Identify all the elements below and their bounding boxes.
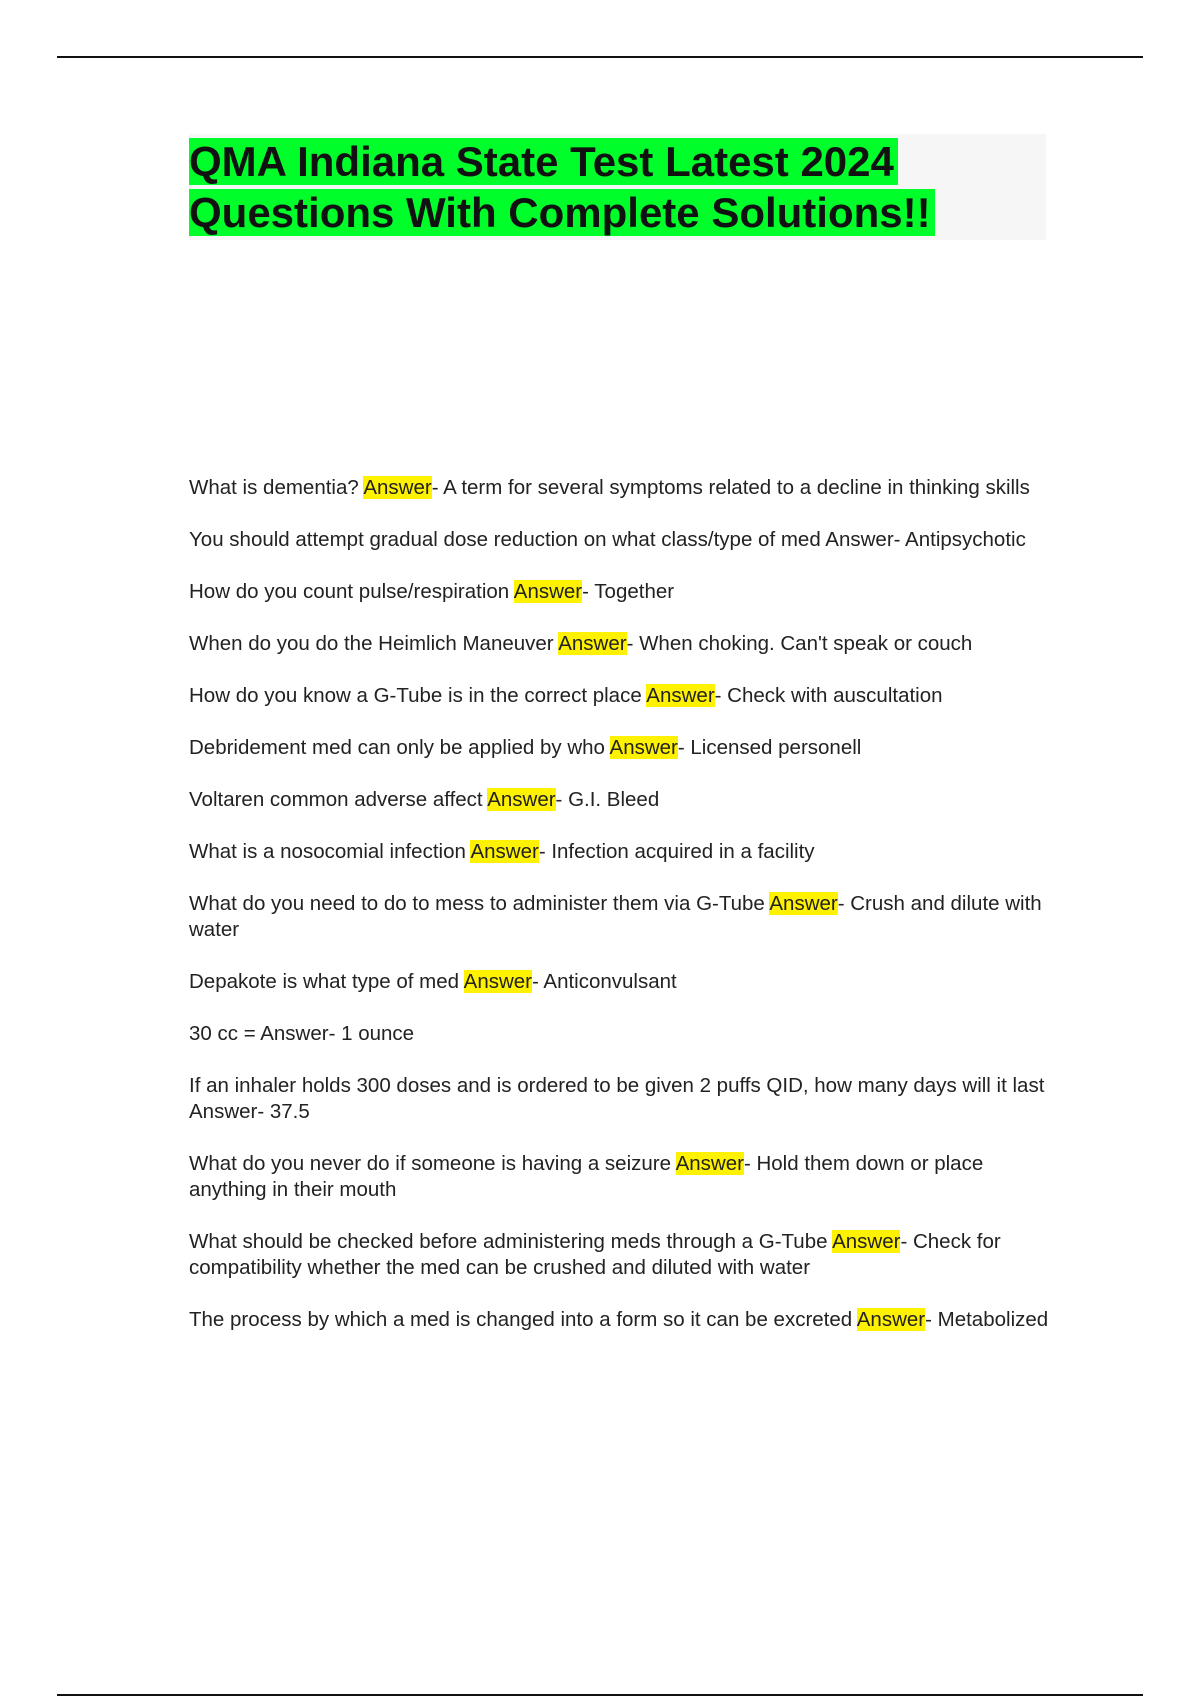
qa-item	[189, 735, 1049, 761]
answer-text: - Metabolized	[925, 1308, 1049, 1331]
answer-text: - Licensed personell	[677, 736, 862, 759]
qa-item	[189, 969, 1049, 995]
answer-label: Answer	[675, 1152, 744, 1175]
answer-text: - Together	[582, 580, 675, 603]
question-text: How do you know a G-Tube is in the correct place	[189, 684, 647, 707]
qa-item	[189, 787, 1049, 813]
question-text: What is a nosocomial infection	[189, 840, 471, 863]
answer-label: Answer	[609, 736, 678, 759]
question-text: How do you count pulse/respiration	[189, 580, 514, 603]
qa-item	[189, 579, 1049, 605]
qa-item	[189, 891, 1049, 943]
title-line-2: Questions With Complete Solutions!!	[189, 187, 935, 238]
answer-label: Answer	[260, 1022, 329, 1045]
answer-text: - 37.5	[257, 1100, 310, 1123]
answer-text: - Anticonvulsant	[532, 970, 677, 993]
answer-label: Answer	[769, 892, 838, 915]
answer-text: - Crush and dilute with water	[189, 892, 1042, 941]
answer-label: Answer	[189, 1100, 258, 1123]
answer-text: - Hold them down or place anything in their mouth	[189, 1152, 984, 1201]
qa-item	[189, 1229, 1049, 1281]
answer-label: Answer	[856, 1308, 926, 1331]
answer-text: - Antipsychotic	[893, 528, 1026, 551]
qa-item	[189, 839, 1049, 865]
question-text: What do you never do if someone is having a seizure	[189, 1152, 676, 1175]
qa-item	[189, 1021, 1049, 1047]
answer-text: - When choking. Can't speak or couch	[626, 632, 973, 655]
answer-text: - 1 ounce	[328, 1022, 415, 1045]
question-text: Voltaren common adverse affect	[189, 788, 488, 811]
question-text: The process by which a med is changed into a form so it can be excreted	[189, 1308, 857, 1331]
answer-text: - Check with auscultation	[714, 684, 943, 707]
bottom-rule	[57, 1694, 1143, 1696]
answer-label: Answer	[646, 684, 715, 707]
answer-label: Answer	[832, 1230, 901, 1253]
qa-item	[189, 683, 1049, 709]
qa-item	[189, 1073, 1049, 1125]
question-text: What do you need to do to mess to administer them via G-Tube	[189, 892, 770, 915]
answer-label: Answer	[470, 840, 539, 863]
document-title	[189, 136, 935, 238]
question-text: When do you do the Heimlich Maneuver	[189, 632, 559, 655]
qa-item	[189, 475, 1049, 501]
answer-label: Answer	[487, 788, 556, 811]
qa-item	[189, 631, 1049, 657]
question-text: What is dementia?	[189, 476, 364, 499]
question-text: What should be checked before administering meds through a G-Tube	[189, 1230, 833, 1253]
question-text: Depakote is what type of med	[189, 970, 464, 993]
question-text: If an inhaler holds 300 doses and is ordered to be given 2 puffs QID, how many days will it last	[189, 1074, 1045, 1097]
qa-item	[189, 1151, 1049, 1203]
qa-list	[189, 475, 1049, 1359]
answer-text: - Check for compatibility whether the med can be crushed and diluted with water	[189, 1230, 1001, 1279]
answer-label: Answer	[825, 528, 894, 551]
qa-item	[189, 1307, 1049, 1333]
answer-text: - Infection acquired in a facility	[538, 840, 815, 863]
answer-label: Answer	[558, 632, 627, 655]
question-text: Debridement med can only be applied by who	[189, 736, 610, 759]
answer-text: - A term for several symptoms related to a decline in thinking skills	[431, 476, 1030, 499]
question-text: 30 cc =	[189, 1022, 261, 1045]
answer-label: Answer	[463, 970, 532, 993]
question-text: You should attempt gradual dose reduction on what class/type of med	[189, 528, 826, 551]
top-rule	[57, 56, 1143, 58]
answer-label: Answer	[513, 580, 583, 603]
answer-label: Answer	[363, 476, 432, 499]
answer-text: - G.I. Bleed	[555, 788, 660, 811]
qa-item	[189, 527, 1049, 553]
title-line-1: QMA Indiana State Test Latest 2024	[189, 136, 935, 187]
